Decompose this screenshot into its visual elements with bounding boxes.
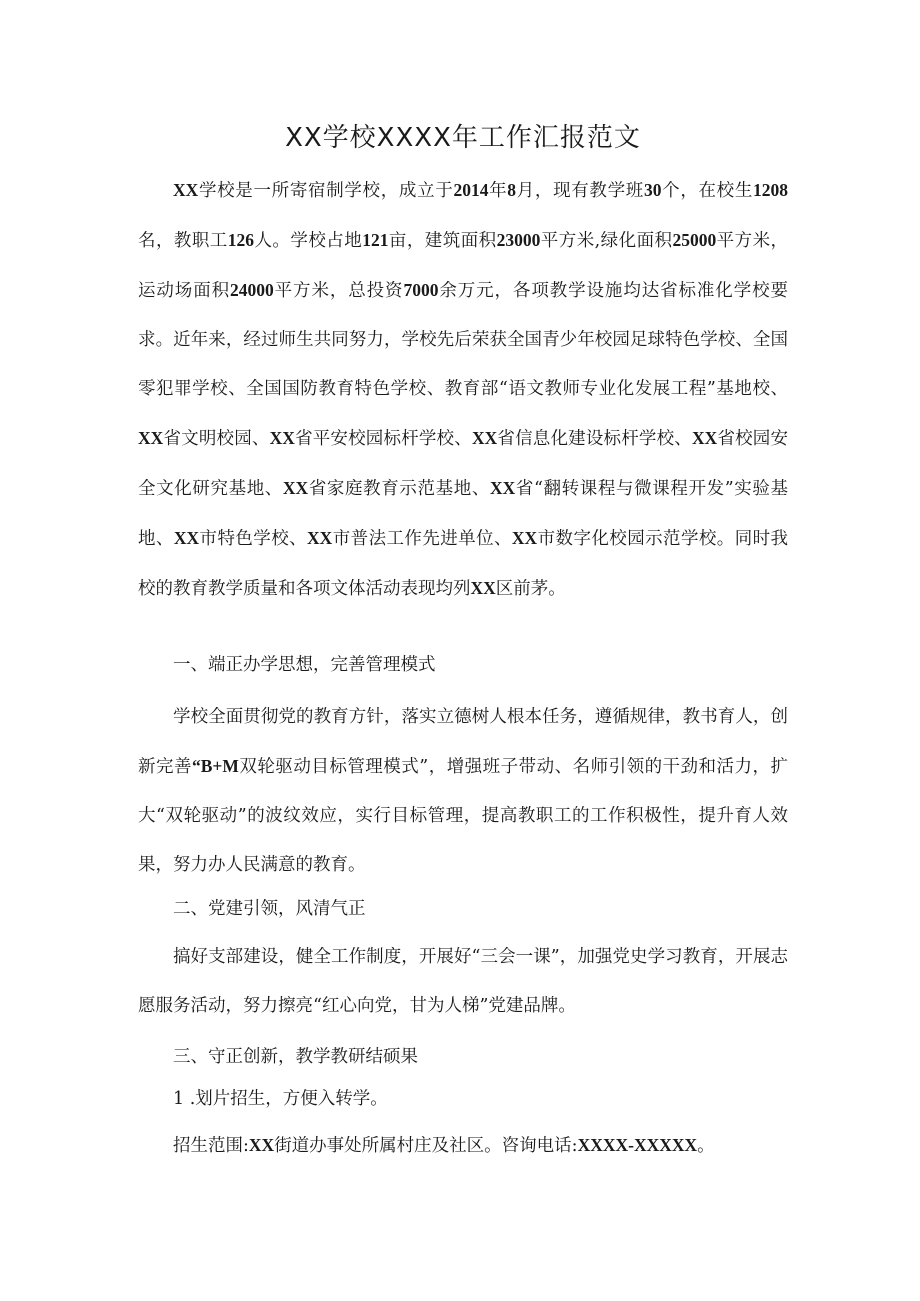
bold-text-run: 121 bbox=[362, 230, 389, 250]
bold-text-run: 1 bbox=[173, 1089, 185, 1109]
text-run: 学校全面贯彻党的教育方针，落实立德树人根本任务，遵循规律，教书育人，创新完善 bbox=[138, 707, 788, 777]
text-run: 年 bbox=[488, 181, 508, 201]
section-2-paragraph bbox=[138, 933, 788, 1031]
text-run: 搞好支部建设，健全工作制度，开展好“三会一课”，加强党史学习教育，开展志愿服务活动，努力擦亮“红心向党，甘为人梯”党建品牌。 bbox=[138, 947, 788, 1016]
text-run: 双轮驱动目标管理模式”，增强班子带动、名师引领的干劲和活力，扩大“双轮驱动”的波纹效应，实行目标管理，提高教职工的工作积极性，提升育人效果，努力办人民满意的教育。 bbox=[138, 757, 788, 875]
document-title: XX学校XXXX年工作汇报范文 bbox=[285, 123, 641, 153]
text-run: 平方米,绿化面积 bbox=[540, 231, 673, 251]
bold-text-run: 23000 bbox=[496, 230, 541, 250]
intro-paragraph bbox=[138, 166, 788, 614]
text-run: 街道办事处所属村庄及社区。咨询电话: bbox=[274, 1136, 578, 1156]
bold-text-run: XX bbox=[307, 528, 333, 548]
text-run: .划片招生，方便入转学。 bbox=[184, 1089, 388, 1109]
bold-text-run: 30 bbox=[643, 180, 662, 200]
bold-text-run: 24000 bbox=[230, 280, 274, 300]
text-run: 市数字化校园示范学校。同时我校的教育教学质量和各项文体活动表现均列 bbox=[138, 529, 789, 599]
bold-text-run: 25000 bbox=[672, 230, 717, 250]
text-run: 市普法工作先进单位、 bbox=[332, 529, 512, 549]
bold-text-run: XX bbox=[489, 478, 516, 498]
text-run: 市特色学校、 bbox=[199, 529, 308, 549]
text-run: 区前茅。 bbox=[495, 579, 566, 599]
text-run: 名，教职工 bbox=[138, 231, 228, 251]
text-run: 人。学校占地 bbox=[254, 231, 363, 251]
bold-text-run: “B+M bbox=[191, 756, 239, 776]
text-run: 亩，建筑面积 bbox=[388, 231, 497, 251]
bold-text-run: XX bbox=[470, 578, 496, 598]
bold-text-run: XX bbox=[248, 1135, 275, 1155]
bold-text-run: XX bbox=[138, 428, 164, 448]
bold-text-run: 8 bbox=[507, 180, 517, 200]
section-2-heading: 二、党建引领，风清气正 bbox=[173, 899, 366, 919]
section-3-heading: 三、守正创新，教学教研结硕果 bbox=[173, 1047, 418, 1067]
text-run: 学校是一所寄宿制学校，成立于 bbox=[198, 181, 454, 201]
section-1-paragraph bbox=[138, 693, 788, 890]
bold-text-run: XX bbox=[511, 528, 538, 548]
text-run: 省“翻转课程与微课程开发”实验基地、 bbox=[138, 479, 789, 549]
bold-text-run: XX bbox=[269, 428, 295, 448]
bold-text-run: XX bbox=[173, 528, 200, 548]
text-run: 招生范围: bbox=[173, 1136, 249, 1156]
text-run: 余万元，各项教学设施均达省标准化学校要求。近年来，经过师生共同努力，学校先后荣获全国青少年校园足球特色学校、全国零犯罪学校、全国国防教育特色学校、教育部“语文教师专业化发展工程”基地校、 bbox=[138, 281, 789, 399]
bold-text-run: XX bbox=[173, 180, 199, 200]
text-run: 。 bbox=[697, 1136, 715, 1156]
text-run: 月，现有教学班 bbox=[516, 181, 644, 201]
bold-text-run: XX bbox=[282, 478, 309, 498]
section-1-heading: 一、端正办学思想，完善管理模式 bbox=[173, 655, 436, 675]
section-3-subheading-1 bbox=[138, 1079, 788, 1119]
text-run: 省校园安全文化研究基地、 bbox=[138, 429, 788, 499]
bold-text-run: 126 bbox=[227, 230, 255, 250]
section-3-paragraph bbox=[138, 1121, 788, 1171]
bold-text-run: 2014 bbox=[453, 180, 489, 200]
text-run: 省平安校园标杆学校、 bbox=[294, 429, 472, 449]
text-run: 平方米，总投资 bbox=[273, 281, 404, 301]
bold-text-run: 1208 bbox=[753, 180, 789, 200]
bold-text-run: XXXX-XXXXX bbox=[577, 1135, 698, 1155]
text-run: 省信息化建设标杆学校、 bbox=[497, 429, 692, 449]
text-run: 平方米，运动场面积 bbox=[138, 231, 789, 301]
bold-text-run: 7000 bbox=[403, 280, 439, 300]
text-run: 省文明校园、 bbox=[163, 429, 270, 449]
text-run: 个，在校生 bbox=[661, 181, 754, 201]
bold-text-run: XX bbox=[691, 428, 718, 448]
bold-text-run: XX bbox=[471, 428, 498, 448]
text-run: 省家庭教育示范基地、 bbox=[308, 479, 490, 499]
